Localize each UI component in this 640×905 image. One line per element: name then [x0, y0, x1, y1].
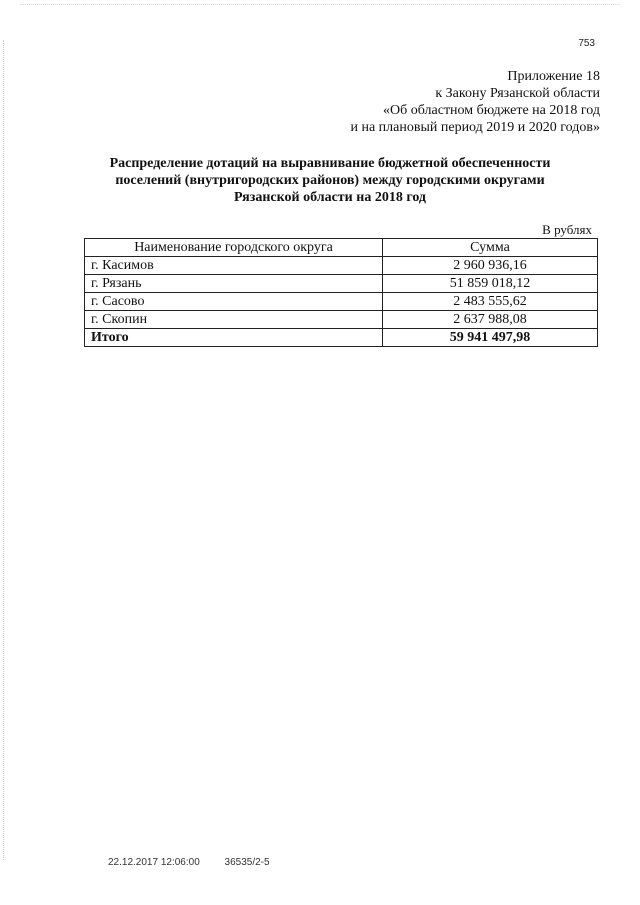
- appendix-line-4: и на плановый период 2019 и 2020 годов»: [350, 120, 600, 135]
- footer-datetime: 22.12.2017 12:06:00: [108, 857, 200, 868]
- title-line-1: Распределение дотаций на выравнивание бюджетной обеспеченности: [109, 156, 551, 171]
- district-sum: 2 637 988,08: [383, 311, 598, 329]
- scan-edge-top: [20, 4, 620, 6]
- column-header-name: Наименование городского округа: [85, 239, 383, 257]
- table-header-row: [85, 239, 598, 257]
- district-name: г. Скопин: [85, 311, 383, 329]
- district-sum: 51 859 018,12: [383, 275, 598, 293]
- district-sum: 2 960 936,16: [383, 257, 598, 275]
- district-name: г. Касимов: [85, 257, 383, 275]
- title-line-2: поселений (внутригородских районов) между городскими округами: [115, 173, 545, 188]
- appendix-header: [220, 68, 600, 136]
- table-row: [85, 257, 598, 275]
- total-label: Итого: [85, 329, 383, 347]
- district-sum: 2 483 555,62: [383, 293, 598, 311]
- units-label: В рублях: [542, 222, 592, 237]
- district-name: г. Сасово: [85, 293, 383, 311]
- footer-doc-code: 36535/2-5: [224, 857, 270, 868]
- appendix-line-1: Приложение 18: [507, 69, 600, 84]
- column-header-sum: Сумма: [383, 239, 598, 257]
- page-number: 753: [578, 38, 595, 49]
- scan-edge-left: [3, 40, 5, 860]
- table-row: [85, 275, 598, 293]
- total-sum: 59 941 497,98: [383, 329, 598, 347]
- footer-stamp: [108, 857, 270, 868]
- title-line-3: Рязанской области на 2018 год: [233, 190, 427, 205]
- document-title: [80, 155, 580, 206]
- distribution-table: [84, 238, 598, 347]
- appendix-line-2: к Закону Рязанской области: [435, 86, 600, 101]
- table-row: [85, 311, 598, 329]
- total-row: [85, 329, 598, 347]
- table-row: [85, 293, 598, 311]
- appendix-line-3: «Об областном бюджете на 2018 год: [383, 103, 600, 118]
- district-name: г. Рязань: [85, 275, 383, 293]
